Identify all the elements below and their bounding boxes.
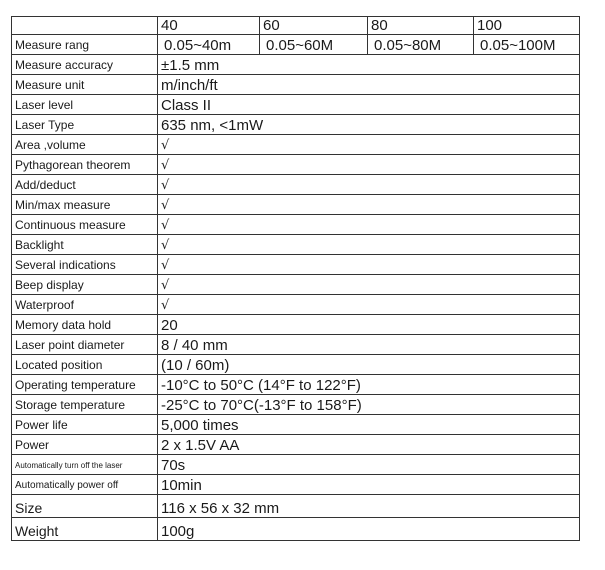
row-add-deduct bbox=[12, 175, 580, 195]
row-value: 635 nm, <1mW bbox=[158, 115, 580, 135]
row-value: -25°C to 70°C(-13°F to 158°F) bbox=[158, 395, 580, 415]
row-pythagorean bbox=[12, 155, 580, 175]
specification-table bbox=[11, 16, 580, 541]
row-indications bbox=[12, 255, 580, 275]
row-auto-power-off bbox=[12, 475, 580, 495]
row-label: Laser level bbox=[12, 95, 158, 115]
row-label: Operating temperature bbox=[12, 375, 158, 395]
row-label: Beep display bbox=[12, 275, 158, 295]
row-value: Class II bbox=[158, 95, 580, 115]
row-label: Memory data hold bbox=[12, 315, 158, 335]
row-backlight bbox=[12, 235, 580, 255]
row-label: Several indications bbox=[12, 255, 158, 275]
row-min-max bbox=[12, 195, 580, 215]
check-mark-icon: √ bbox=[158, 235, 580, 255]
check-mark-icon: √ bbox=[158, 135, 580, 155]
row-value: 116 x 56 x 32 mm bbox=[158, 495, 580, 518]
row-beep bbox=[12, 275, 580, 295]
header-row bbox=[12, 17, 580, 35]
range-value-60: 0.05~60M bbox=[260, 35, 368, 55]
row-label: Located position bbox=[12, 355, 158, 375]
row-value: m/inch/ft bbox=[158, 75, 580, 95]
row-label: Area ,volume bbox=[12, 135, 158, 155]
row-value: ±1.5 mm bbox=[158, 55, 580, 75]
row-value: 5,000 times bbox=[158, 415, 580, 435]
row-value: 20 bbox=[158, 315, 580, 335]
row-label: Automatically power off bbox=[12, 475, 158, 495]
row-label: Add/deduct bbox=[12, 175, 158, 195]
row-value: (10 / 60m) bbox=[158, 355, 580, 375]
check-mark-icon: √ bbox=[158, 255, 580, 275]
row-auto-laser-off bbox=[12, 455, 580, 475]
header-cell-60: 60 bbox=[260, 17, 368, 35]
row-label: Power bbox=[12, 435, 158, 455]
check-mark-icon: √ bbox=[158, 155, 580, 175]
row-laser-diameter bbox=[12, 335, 580, 355]
row-laser-level bbox=[12, 95, 580, 115]
row-area-volume bbox=[12, 135, 580, 155]
row-waterproof bbox=[12, 295, 580, 315]
range-value-80: 0.05~80M bbox=[368, 35, 474, 55]
row-laser-type bbox=[12, 115, 580, 135]
row-label: Laser point diameter bbox=[12, 335, 158, 355]
row-value: 2 x 1.5V AA bbox=[158, 435, 580, 455]
check-mark-icon: √ bbox=[158, 175, 580, 195]
row-weight bbox=[12, 518, 580, 541]
range-value-100: 0.05~100M bbox=[474, 35, 580, 55]
header-blank-cell bbox=[12, 17, 158, 35]
row-label: Automatically turn off the laser bbox=[12, 455, 158, 475]
row-label: Measure unit bbox=[12, 75, 158, 95]
row-label: Measure accuracy bbox=[12, 55, 158, 75]
row-label: Size bbox=[12, 495, 158, 518]
row-label: Backlight bbox=[12, 235, 158, 255]
row-measure-range bbox=[12, 35, 580, 55]
row-measure-accuracy bbox=[12, 55, 580, 75]
row-continuous bbox=[12, 215, 580, 235]
row-value: 100g bbox=[158, 518, 580, 541]
row-memory bbox=[12, 315, 580, 335]
row-size bbox=[12, 495, 580, 518]
row-value: 8 / 40 mm bbox=[158, 335, 580, 355]
row-power bbox=[12, 435, 580, 455]
row-label: Waterproof bbox=[12, 295, 158, 315]
row-label: Weight bbox=[12, 518, 158, 541]
row-label: Pythagorean theorem bbox=[12, 155, 158, 175]
row-label: Storage temperature bbox=[12, 395, 158, 415]
header-cell-100: 100 bbox=[474, 17, 580, 35]
row-label: Min/max measure bbox=[12, 195, 158, 215]
row-value: 10min bbox=[158, 475, 580, 495]
row-label: Measure rang bbox=[12, 35, 158, 55]
row-label: Continuous measure bbox=[12, 215, 158, 235]
row-power-life bbox=[12, 415, 580, 435]
header-cell-40: 40 bbox=[158, 17, 260, 35]
row-operating-temp bbox=[12, 375, 580, 395]
header-cell-80: 80 bbox=[368, 17, 474, 35]
row-label: Power life bbox=[12, 415, 158, 435]
row-label: Laser Type bbox=[12, 115, 158, 135]
row-value: -10°C to 50°C (14°F to 122°F) bbox=[158, 375, 580, 395]
range-value-40: 0.05~40m bbox=[158, 35, 260, 55]
row-value: 70s bbox=[158, 455, 580, 475]
check-mark-icon: √ bbox=[158, 215, 580, 235]
row-storage-temp bbox=[12, 395, 580, 415]
row-measure-unit bbox=[12, 75, 580, 95]
check-mark-icon: √ bbox=[158, 275, 580, 295]
check-mark-icon: √ bbox=[158, 295, 580, 315]
row-located-position bbox=[12, 355, 580, 375]
check-mark-icon: √ bbox=[158, 195, 580, 215]
